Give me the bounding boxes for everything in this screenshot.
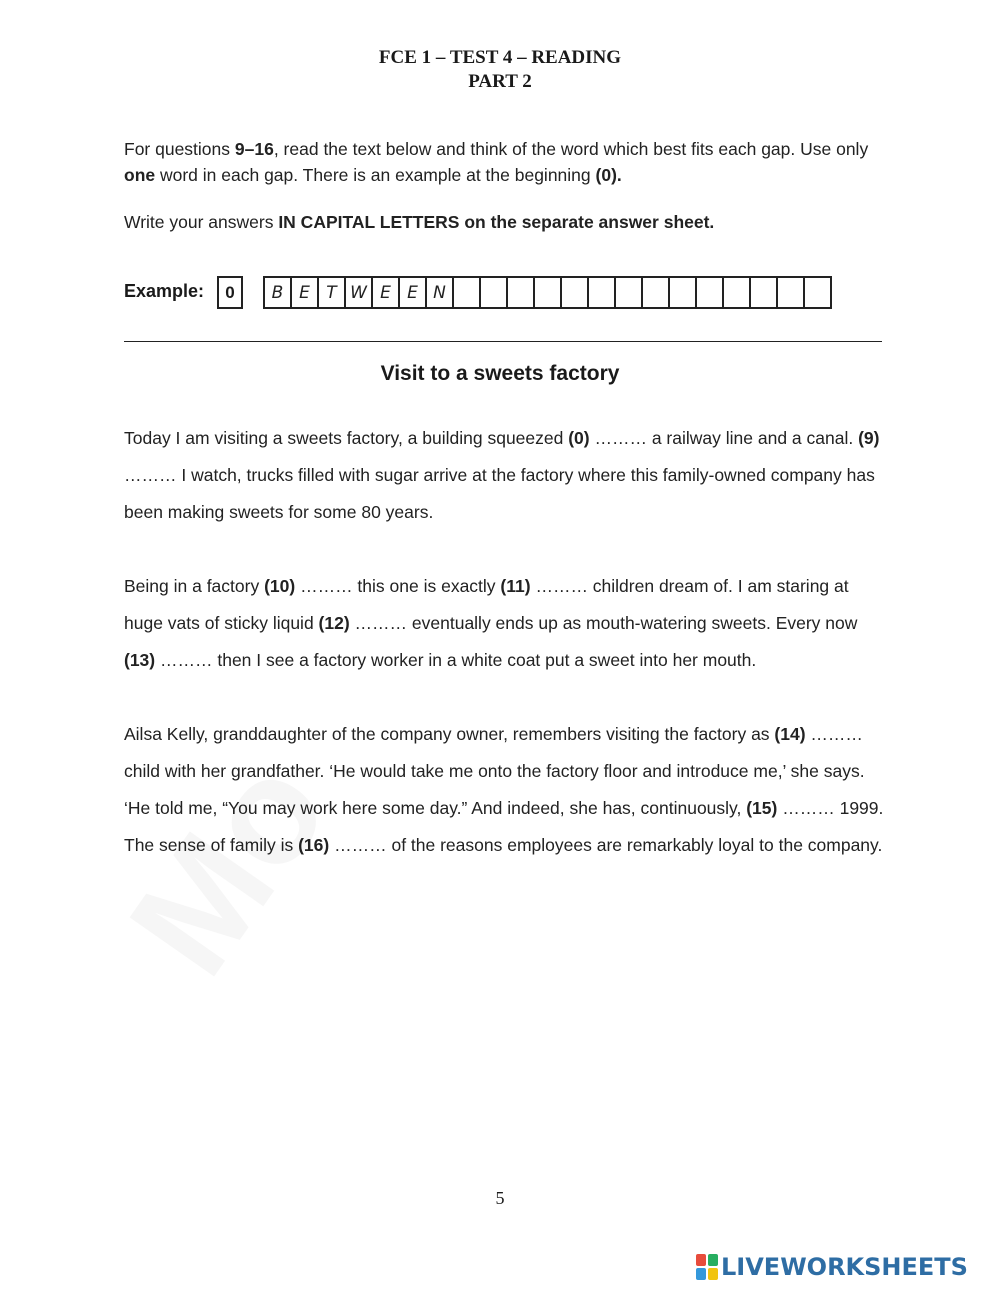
logo-tile [708,1254,718,1266]
article-paragraph-3 [124,716,886,864]
answer-cell: T [319,278,346,307]
answer-cell [805,278,832,307]
answer-cell [643,278,670,307]
text-segment: Being in a factory [124,576,265,596]
gap-number: (0) [568,428,590,448]
example-answer-grid [263,276,832,309]
instructions-paragraph: For questions 9–16, read the text below and think of the word which best fits each gap. Use only one word in each gap. There is an example at the beginning (0). [124,139,869,185]
section-divider [124,341,882,342]
text-segment: ……… eventually ends up as mouth-watering sweets. Every now [349,613,858,633]
text-segment: ……… child with her grandfather. ‘He would take me onto the factory floor and introduce me,’ she says. ‘He told me, “You may work here some day.” And indeed, she has, continuously, [124,724,865,818]
answer-cell: E [400,278,427,307]
liveworksheets-logo-icon [696,1254,718,1280]
text-segment: ……… 1999. The sense of family is [124,798,884,855]
example-number-box: 0 [217,276,243,309]
text-segment: Today I am visiting a sweets factory, a building squeezed [124,428,569,448]
gap-number: (11) [500,576,531,596]
answer-cell [751,278,778,307]
answer-cell [454,278,481,307]
answer-cell [562,278,589,307]
answer-cell [724,278,751,307]
gap-number: (9) [858,428,880,448]
text-segment: ……… a railway line and a canal. [589,428,859,448]
answer-cell: E [292,278,319,307]
answer-cell [589,278,616,307]
brand-name: LIVEWORKSHEETS [721,1253,968,1281]
example-label: Example: [124,281,205,301]
answer-cell: E [373,278,400,307]
answer-cell [697,278,724,307]
answer-cell [778,278,805,307]
answer-cell [535,278,562,307]
article-paragraph-1 [124,420,886,531]
document-title: FCE 1 – TEST 4 – READING [378,47,622,68]
gap-number: (12) [318,613,350,633]
text-segment: ……… children dream of. I am staring at huge vats of sticky liquid [124,576,849,633]
document-part: PART 2 [468,71,532,92]
answer-cell: N [427,278,454,307]
gap-number: (14) [774,724,806,744]
answer-cell [508,278,535,307]
answer-cell [616,278,643,307]
answer-instructions: Write your answers IN CAPITAL LETTERS on the separate answer sheet. [124,212,715,232]
liveworksheets-logo [696,1252,968,1282]
article-paragraph-2 [124,568,886,679]
article-title: Visit to a sweets factory [380,362,620,385]
text-segment: ……… then I see a factory worker in a white coat put a sweet into her mouth. [155,650,757,670]
logo-tile [696,1268,706,1280]
page-number: 5 [495,1188,505,1208]
answer-cell [481,278,508,307]
answer-cell: W [346,278,373,307]
gap-number: (13) [124,650,156,670]
answer-cell: B [265,278,292,307]
gap-number: (10) [264,576,296,596]
gap-number: (16) [298,835,330,855]
logo-tile [696,1254,706,1266]
text-segment: ……… of the reasons employees are remarkably loyal to the company. [329,835,883,855]
text-segment: Ailsa Kelly, granddaughter of the company owner, remembers visiting the factory as [124,724,775,744]
gap-number: (15) [746,798,778,818]
logo-tile [708,1268,718,1280]
answer-cell [670,278,697,307]
text-segment: ……… I watch, trucks filled with sugar arrive at the factory where this family-owned company has been making sweets for some 80 years. [124,465,875,522]
text-segment: ……… this one is exactly [295,576,501,596]
